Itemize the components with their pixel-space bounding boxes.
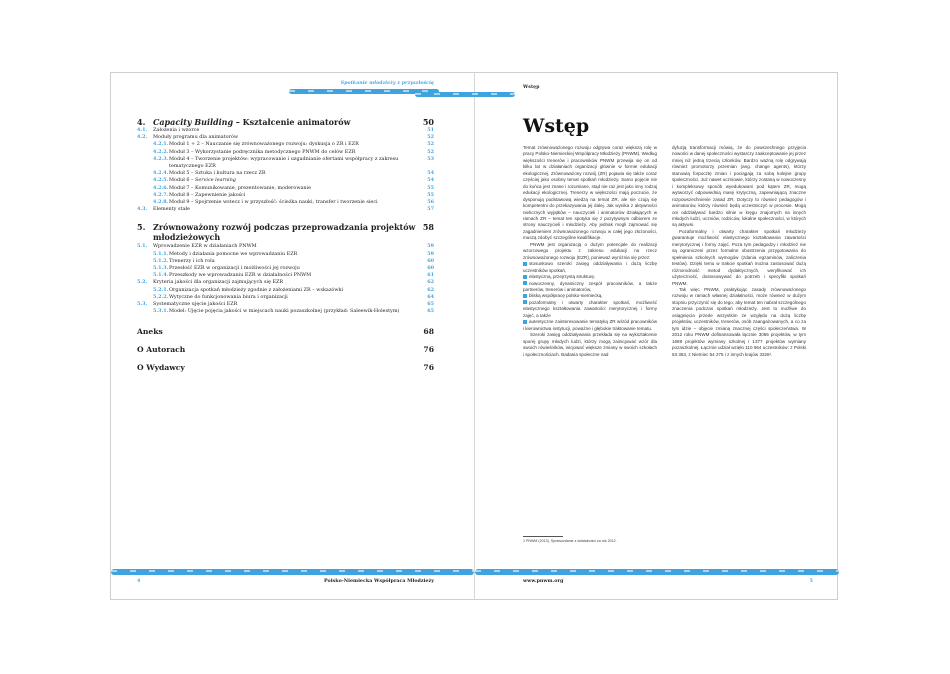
- toc-entry-title: Moduł 4 – Tworzenie projektów: wypracowanie i uzgadnianie ofertami współpracy z zakresu tematycznego EZR: [169, 155, 399, 170]
- table-of-contents: [137, 117, 434, 373]
- toc-entry: [137, 279, 434, 286]
- toc-entry-page: 65: [427, 301, 434, 308]
- toc-entry-page: 52: [427, 141, 434, 148]
- toc-entry-page: 65: [427, 308, 434, 315]
- toc-entry-title: Wprowadzenie EZR w działaniach PNWM: [153, 243, 257, 250]
- toc-entry-number: 5.3.: [137, 301, 148, 308]
- toc-entry-page: 52: [427, 148, 434, 155]
- toc-entry-page: 60: [427, 257, 434, 264]
- toc-entry: [137, 149, 434, 156]
- left-page: [111, 73, 475, 599]
- toc-entry-number: 5.1.4.: [153, 272, 169, 279]
- toc-entry: [137, 177, 434, 184]
- running-head-right: Wstęp: [523, 85, 540, 90]
- toc-entry-number: 4.2.7.: [153, 191, 169, 198]
- toc-entry-title: Moduł 5 – Sztuka i kultura na rzecz ZR: [169, 170, 266, 177]
- toc-entry-number: 5.1.1.: [153, 250, 169, 257]
- toc-entry-number: 5.2.: [137, 279, 148, 286]
- toc-entry-title: Wytyczne do funkcjonowania biura i organizacji: [169, 293, 288, 300]
- toc-entry: [137, 170, 434, 177]
- bullet-item: stosunkowo szeroki zasięg oddziaływania i dużą liczbę uczestników spotkań,: [523, 261, 657, 273]
- toc-entry: [137, 327, 434, 337]
- toc-entry-number: 5.1.2.: [153, 257, 169, 264]
- toc-entry-number: 4.2.8.: [153, 199, 169, 206]
- toc-entry-number: 5.1.: [137, 243, 148, 250]
- text-column-1: [523, 145, 657, 358]
- toc-entry: [137, 156, 434, 170]
- toc-entry-page: 59: [427, 250, 434, 257]
- toc-entry: [137, 117, 434, 127]
- toc-entry-title: Przeszkody we wprowadzaniu EZR w działalności PNWM: [169, 272, 312, 279]
- toc-entry-title: Systematyczne ujęcie jakości EZR: [153, 301, 238, 308]
- toc-entry-page: 54: [427, 170, 434, 177]
- toc-entry-title: Organizacja spotkań młodzieży zgodnie z założeniami ZR – wskazówki: [169, 286, 344, 293]
- toc-entry-page: 59: [427, 243, 434, 250]
- toc-entry-number: 4.2.3.: [153, 155, 169, 162]
- toc-entry-page: 51: [427, 127, 434, 133]
- toc-entry-number: 5.2.1.: [153, 286, 169, 293]
- toc-entry-number: 4.2.5.: [153, 177, 169, 184]
- footer-page-number-right: 5: [809, 578, 813, 584]
- paragraph: dyfuzją transformacji mówią, że do powszechnego przyjęcia nowości w danej społeczności wystarczy zaakceptowanie jej przez mniej niż jedną trzecią członków. Bardzo ważną rolę odgrywają również promotorzy przemian (ang. change agents), którzy stanowią forpocztę zmian i pociągają za sobą kolejne grupy społeczności. Już nawet uczniowie, którzy zostaną w nowoczesny i kompleksowy sposób wyedukowani pod kątem ZR, mogą wytworzyć odpowiednią masę krytyczną, zapewniającą znaczne rozpowszechnienie zasad ZR. Dotyczy to również pedagogów i animatorów, którzy również będą uczestniczyć w procesie. Mogą oni oddziaływać bardzo silnie w kręgu znajomych na innych młodych ludzi, uczniów, rodziców, lokalne społeczności, w których są aktywni.: [672, 145, 806, 228]
- toc-entry-number: 4.: [137, 117, 146, 127]
- toc-entry-number: 4.2.4.: [153, 170, 169, 177]
- bullet-item: pozaformalny i otwarty charakter spotkań, możliwość elastycznego kształtowania zawartości merytorycznej i formy zajęć, a także: [523, 299, 657, 318]
- bullet-item: bliską współpracę polsko-niemiecką,: [523, 293, 657, 299]
- toc-entry: [137, 141, 434, 148]
- toc-entry: [137, 251, 434, 258]
- toc-entry-title: Moduł 6 – Service learning: [169, 177, 236, 184]
- toc-entry-page: 57: [427, 206, 434, 213]
- toc-entry-title: Moduł 9 – Spojrzenie wstecz i w przyszłość: ścieżka nauki, transfer i tworzenie sieci: [169, 199, 378, 206]
- toc-entry-title: Elementy stałe: [153, 206, 190, 213]
- toc-entry: [137, 308, 434, 315]
- toc-entry-title: Model: Ujęcie pojęcia jakości w miejscach nauki pozaszkolnej (przykład: Saleewik-Holestym): [169, 308, 400, 315]
- toc-entry-page: 76: [423, 363, 434, 373]
- toc-entry: [137, 185, 434, 192]
- toc-entry-page: 58: [422, 222, 434, 233]
- toc-entry-page: 76: [423, 345, 434, 355]
- toc-entry-number: 5.: [137, 222, 146, 233]
- footer-brush-stroke-right: [475, 569, 839, 575]
- right-page: [475, 73, 839, 599]
- toc-entry: [137, 363, 434, 373]
- toc-entry-title: Moduł 3 – Wykorzystanie podręcznika metodycznego PNWM do celów EZR: [169, 148, 356, 155]
- toc-entry-page: 60: [427, 265, 434, 272]
- toc-entry-title: O Wydawcy: [137, 363, 185, 373]
- toc-entry: [137, 345, 434, 355]
- toc-entry-title: Moduły programu dla animatorów: [153, 134, 239, 141]
- toc-entry-page: 55: [427, 191, 434, 198]
- toc-entry-title: Aneks: [137, 327, 163, 337]
- paragraph: Temat zrównoważonego rozwoju odgrywa coraz większą rolę w pracy Polsko-Niemieckiej Współpracy Młodzieży (PNWM). Według większości trenerów i pracowników PNWM przewija się on od kilku lat w działaniach organizacji głównie w formie edukacji ekologicznej. Zrównoważony rozwój (ZR) pojawia się także coraz częściej jako osobny temat spotkań młodzieży. Samo pojęcie nie do końca jest znane i rozumiane, stąd nie raz jest jako inny rodzaj edukacji ekologicznej. Trenerzy w większości mają poczucie, że dysponują podstawową wiedzą na temat ZR, ale nie czują się kompetentni do przekazywania jej dalej. Jak wynika z aktywności nielicznych wyjątków – nauczycieli i animatorów działających w ramach ZR – temat ten spotyka się z pozytywnym odbiorem ze strony nauczycieli i młodzieży. Aby jednak mogli zajmować się zagadnieniem zrównoważonego rozwoju w całej jego złożoności, muszą zdobyć szczególne kwalifikacje.: [523, 145, 657, 241]
- toc-entry-title: Kryteria jakości dla organizacji zajmujących się EZR: [153, 279, 284, 286]
- toc-entry-page: 52: [427, 134, 434, 141]
- toc-entry-title: Moduł 7 – Komunikowanie, prezentowanie, moderowanie: [169, 184, 312, 191]
- toc-entry-page: 50: [422, 117, 434, 127]
- toc-entry-page: 53: [427, 155, 434, 162]
- header-brush-stroke-right: [415, 92, 515, 97]
- toc-entry-page: 62: [427, 279, 434, 286]
- toc-entry-number: 4.1.: [137, 127, 148, 133]
- toc-entry-number: 5.2.2.: [153, 293, 169, 300]
- footnote: 1 PNWM (2013), Sprawozdanie z działalności za rok 2012.: [523, 539, 617, 543]
- toc-entry-number: 4.2.: [137, 134, 148, 141]
- text-column-2: [672, 145, 806, 358]
- book-spread: [110, 72, 838, 600]
- toc-entry-title: Moduł 8 – Zapewnienie jakości: [169, 191, 246, 198]
- footer-url: www.pnwm.org: [523, 578, 564, 584]
- running-head-left: Spotkanie młodzieży z przyszłością: [340, 81, 434, 86]
- page-title: Wstęp: [523, 115, 590, 137]
- footer-page-number-left: 4: [137, 578, 141, 584]
- toc-entry: [137, 287, 434, 294]
- toc-entry-title: Zrównoważony rozwój podczas przeprowadzania projektów młodzieżowych: [153, 222, 416, 243]
- paragraph: PNWM jest organizacją o dużym potencjale do realizacji wzorcowego projektu z zakresu edukacji na rzecz zrównoważonego rozwoju (EZR), ponieważ wyróżnia się przez:: [523, 241, 657, 260]
- toc-entry-page: 56: [427, 199, 434, 206]
- toc-entry-title: Moduł 1 + 2 – Nauczanie się zrównoważonego rozwoju: dyskusja o ZR i EZR: [169, 141, 359, 148]
- toc-entry-title: O Autorach: [137, 345, 186, 355]
- footer-publisher: Polsko-Niemiecka Współpraca Młodzieży: [324, 578, 434, 584]
- toc-entry-title: Trenerzy i ich rola: [169, 257, 215, 264]
- toc-entry-number: 4.2.2.: [153, 148, 169, 155]
- toc-entry-number: 4.2.1.: [153, 141, 169, 148]
- toc-entry: [137, 243, 434, 250]
- footnote-rule: [523, 536, 563, 537]
- toc-entry-page: 61: [427, 272, 434, 279]
- toc-entry-page: 54: [427, 177, 434, 184]
- paragraph: Pozaformalny i otwarty charakter spotkań młodzieży gwarantuje możliwość elastycznego kształtowania zawartości merytorycznej i formy zajęć. Poza tym pedagodzy i młodzież nie są ograniczeni przez formalne obostrzenia przygotowania do spełnienia szkolnych wymogów (zdania egzaminów, zaliczenia testów). Dzięki temu w trakcie spotkań można zastosować dużą różnorodność metod dydaktycznych, weryfikować ich użyteczność, dostosowywać do potrzeb i specyfiki spotkań PNWM.: [672, 228, 806, 286]
- toc-entry-title: Capacity Building – Kształcenie animatorów: [153, 117, 351, 127]
- toc-entry-title: Metody i działania pomocne we wprowadzaniu EZR: [169, 250, 298, 257]
- toc-entry-page: 55: [427, 184, 434, 191]
- toc-entry: [137, 192, 434, 199]
- toc-entry-number: 4.3.: [137, 206, 148, 213]
- bullet-item: autentyczne zainteresowanie tematyką ZR wśród pracowników i kierownictwa instytucji, poważne i głębokie traktowanie tematu.: [523, 319, 657, 331]
- toc-entry-title: Przesłość EZR w organizacji i możliwości jej rozwoju: [169, 265, 300, 272]
- paragraph: Tak więc PNWM, praktykując zasady zrównoważonego rozwoju w ramach własnej działalności, może również w dużym stopniu przyczynić się do tego, aby temat ten nabrał szczególnego znaczenia podczas spotkań młodzieży. Jest to możliwe do osiągnięcia przede wszystkim ze względu na dużą liczbę projektów, uczestników, trenerów, osób zaangażowanych, a co za tym idzie – objęcie zmianą znacznej części społeczeństwa. W 2012 roku PNWM dofinansowała łącznie 3065 projektów, w tym 1688 projektów wymiany szkolnej i 1377 projektów wymiany pozaszkolnej. Łącznie udział wzięło 110 964 uczestników: z Polski 53 363, z Niemiec 54 275 i z innych krajów 3326¹.: [672, 286, 806, 357]
- toc-entry: [137, 206, 434, 213]
- footer-brush-stroke-left: [111, 569, 474, 575]
- toc-entry-page: 68: [423, 327, 434, 337]
- toc-entry-number: 5.3.1.: [153, 308, 169, 315]
- toc-entry: [137, 294, 434, 301]
- toc-entry: [137, 258, 434, 265]
- bullet-item: elastyczną, przejrzystą strukturę,: [523, 274, 657, 280]
- toc-entry-title: Założenia i wzorce: [153, 127, 200, 133]
- toc-entry-number: 5.1.3.: [153, 265, 169, 272]
- toc-entry-page: 62: [427, 286, 434, 293]
- toc-entry: [137, 199, 434, 206]
- toc-entry: [137, 222, 434, 242]
- paragraph: Szeroki zasięg oddziaływania przekłada się na wykształcenie sporej grupy młodych ludzi, którzy mogą zainicjować wzór dla swoich rówieśników, inicjować większe zmiany w swoich szkołach i społecznościach. Badania społeczne nad: [523, 332, 657, 357]
- toc-entry-page: 64: [427, 293, 434, 300]
- bullet-item: nowoczesny, dynamiczny zespół pracowników, a także partnerów, trenerów i animatorów,: [523, 280, 657, 292]
- toc-entry-number: 4.2.6.: [153, 184, 169, 191]
